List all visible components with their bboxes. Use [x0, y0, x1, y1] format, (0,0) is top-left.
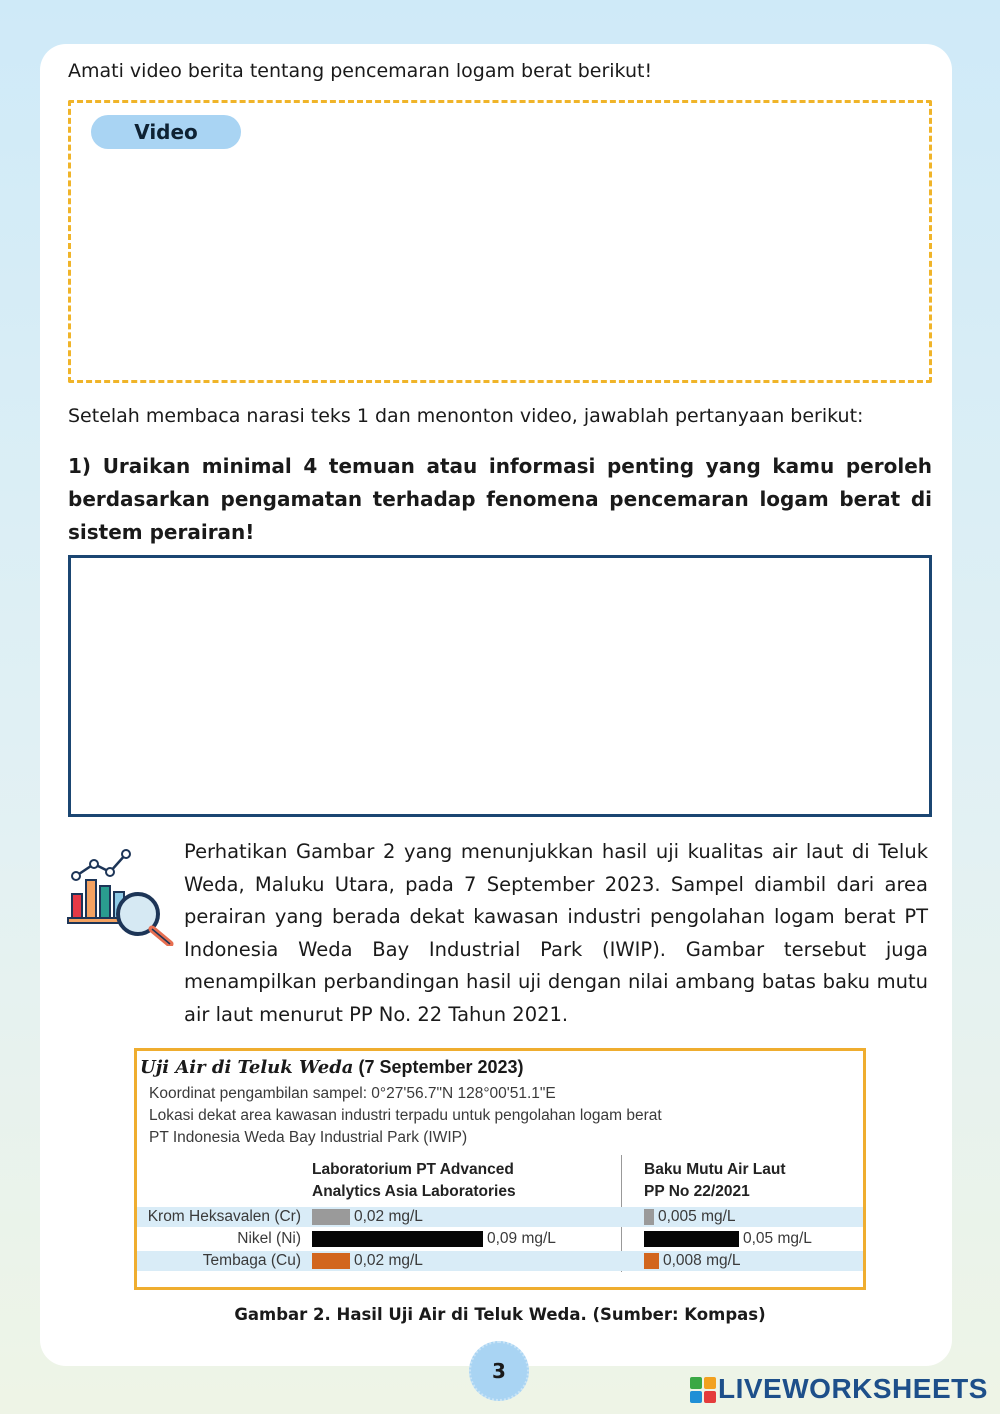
- standard-bar: [644, 1231, 739, 1247]
- water-test-figure: [134, 1048, 866, 1290]
- brand-text: LIVEWORKSHEETS: [718, 1373, 988, 1404]
- coordinate-text: Koordinat pengambilan sampel: 0°27'56.7"N 128°00'51.1"E: [149, 1085, 556, 1102]
- lab-column-header: Laboratorium PT Advanced Analytics Asia Laboratories: [312, 1161, 516, 1200]
- intro-text: Amati video berita tentang pencemaran logam berat berikut!: [68, 60, 653, 82]
- lab-bar: [312, 1231, 483, 1247]
- lab-value-label: 0,09 mg/L: [487, 1230, 556, 1247]
- metal-label: Krom Heksavalen (Cr): [147, 1208, 301, 1225]
- video-container[interactable]: [68, 100, 932, 383]
- standard-column-header: Baku Mutu Air Laut PP No 22/2021: [644, 1161, 786, 1200]
- metal-label: Tembaga (Cu): [202, 1252, 301, 1269]
- figure-caption: Gambar 2. Hasil Uji Air di Teluk Weda. (Sumber: Kompas): [234, 1305, 766, 1324]
- video-label: Video: [91, 115, 241, 149]
- standard-value-label: 0,005 mg/L: [658, 1208, 736, 1225]
- liveworksheets-logo: [690, 1373, 990, 1407]
- page-number: 3: [469, 1341, 529, 1401]
- lab-value-label: 0,02 mg/L: [354, 1208, 423, 1225]
- instruction-text: Setelah membaca narasi teks 1 dan menonton video, jawablah pertanyaan berikut:: [68, 405, 864, 427]
- standard-value-label: 0,008 mg/L: [663, 1252, 741, 1269]
- standard-value-label: 0,05 mg/L: [743, 1230, 812, 1247]
- standard-bar: [644, 1209, 654, 1225]
- location-text-2: PT Indonesia Weda Bay Industrial Park (IWIP): [149, 1129, 468, 1146]
- lw-logo-icon: [690, 1377, 716, 1403]
- figure-title: Uji Air di Teluk Weda (7 September 2023): [140, 1057, 524, 1078]
- standard-bar: [644, 1253, 659, 1269]
- question-number: 1): [68, 454, 92, 478]
- question-1: [68, 450, 932, 549]
- question-text: Uraikan minimal 4 temuan atau informasi penting yang kamu peroleh berdasarkan pengamatan terhadap fenomena pencemaran logam berat di sistem perairan!: [68, 454, 932, 544]
- observation-text: Perhatikan Gambar 2 yang menunjukkan hasil uji kualitas air laut di Teluk Weda, Maluku Utara, pada 7 September 2023. Sampel diambil dari area perairan yang berada dekat kawasan industri pengolahan logam berat PT Indonesia Weda Bay Industrial Park (IWIP). Gambar tersebut juga menampilkan perbandingan hasil uji dengan nilai ambang batas baku mutu air laut menurut PP No. 22 Tahun 2021.: [184, 840, 928, 1026]
- answer-textbox[interactable]: [68, 555, 932, 817]
- chart-magnifier-icon: [66, 846, 176, 946]
- lab-value-label: 0,02 mg/L: [354, 1252, 423, 1269]
- metal-label: Nikel (Ni): [237, 1230, 301, 1247]
- location-text-1: Lokasi dekat area kawasan industri terpadu untuk pengolahan logam berat: [149, 1107, 662, 1124]
- metal-row: [137, 1251, 863, 1271]
- lab-bar: [312, 1209, 350, 1225]
- lab-bar: [312, 1253, 350, 1269]
- metal-row: [137, 1229, 863, 1249]
- metal-row: [137, 1207, 863, 1227]
